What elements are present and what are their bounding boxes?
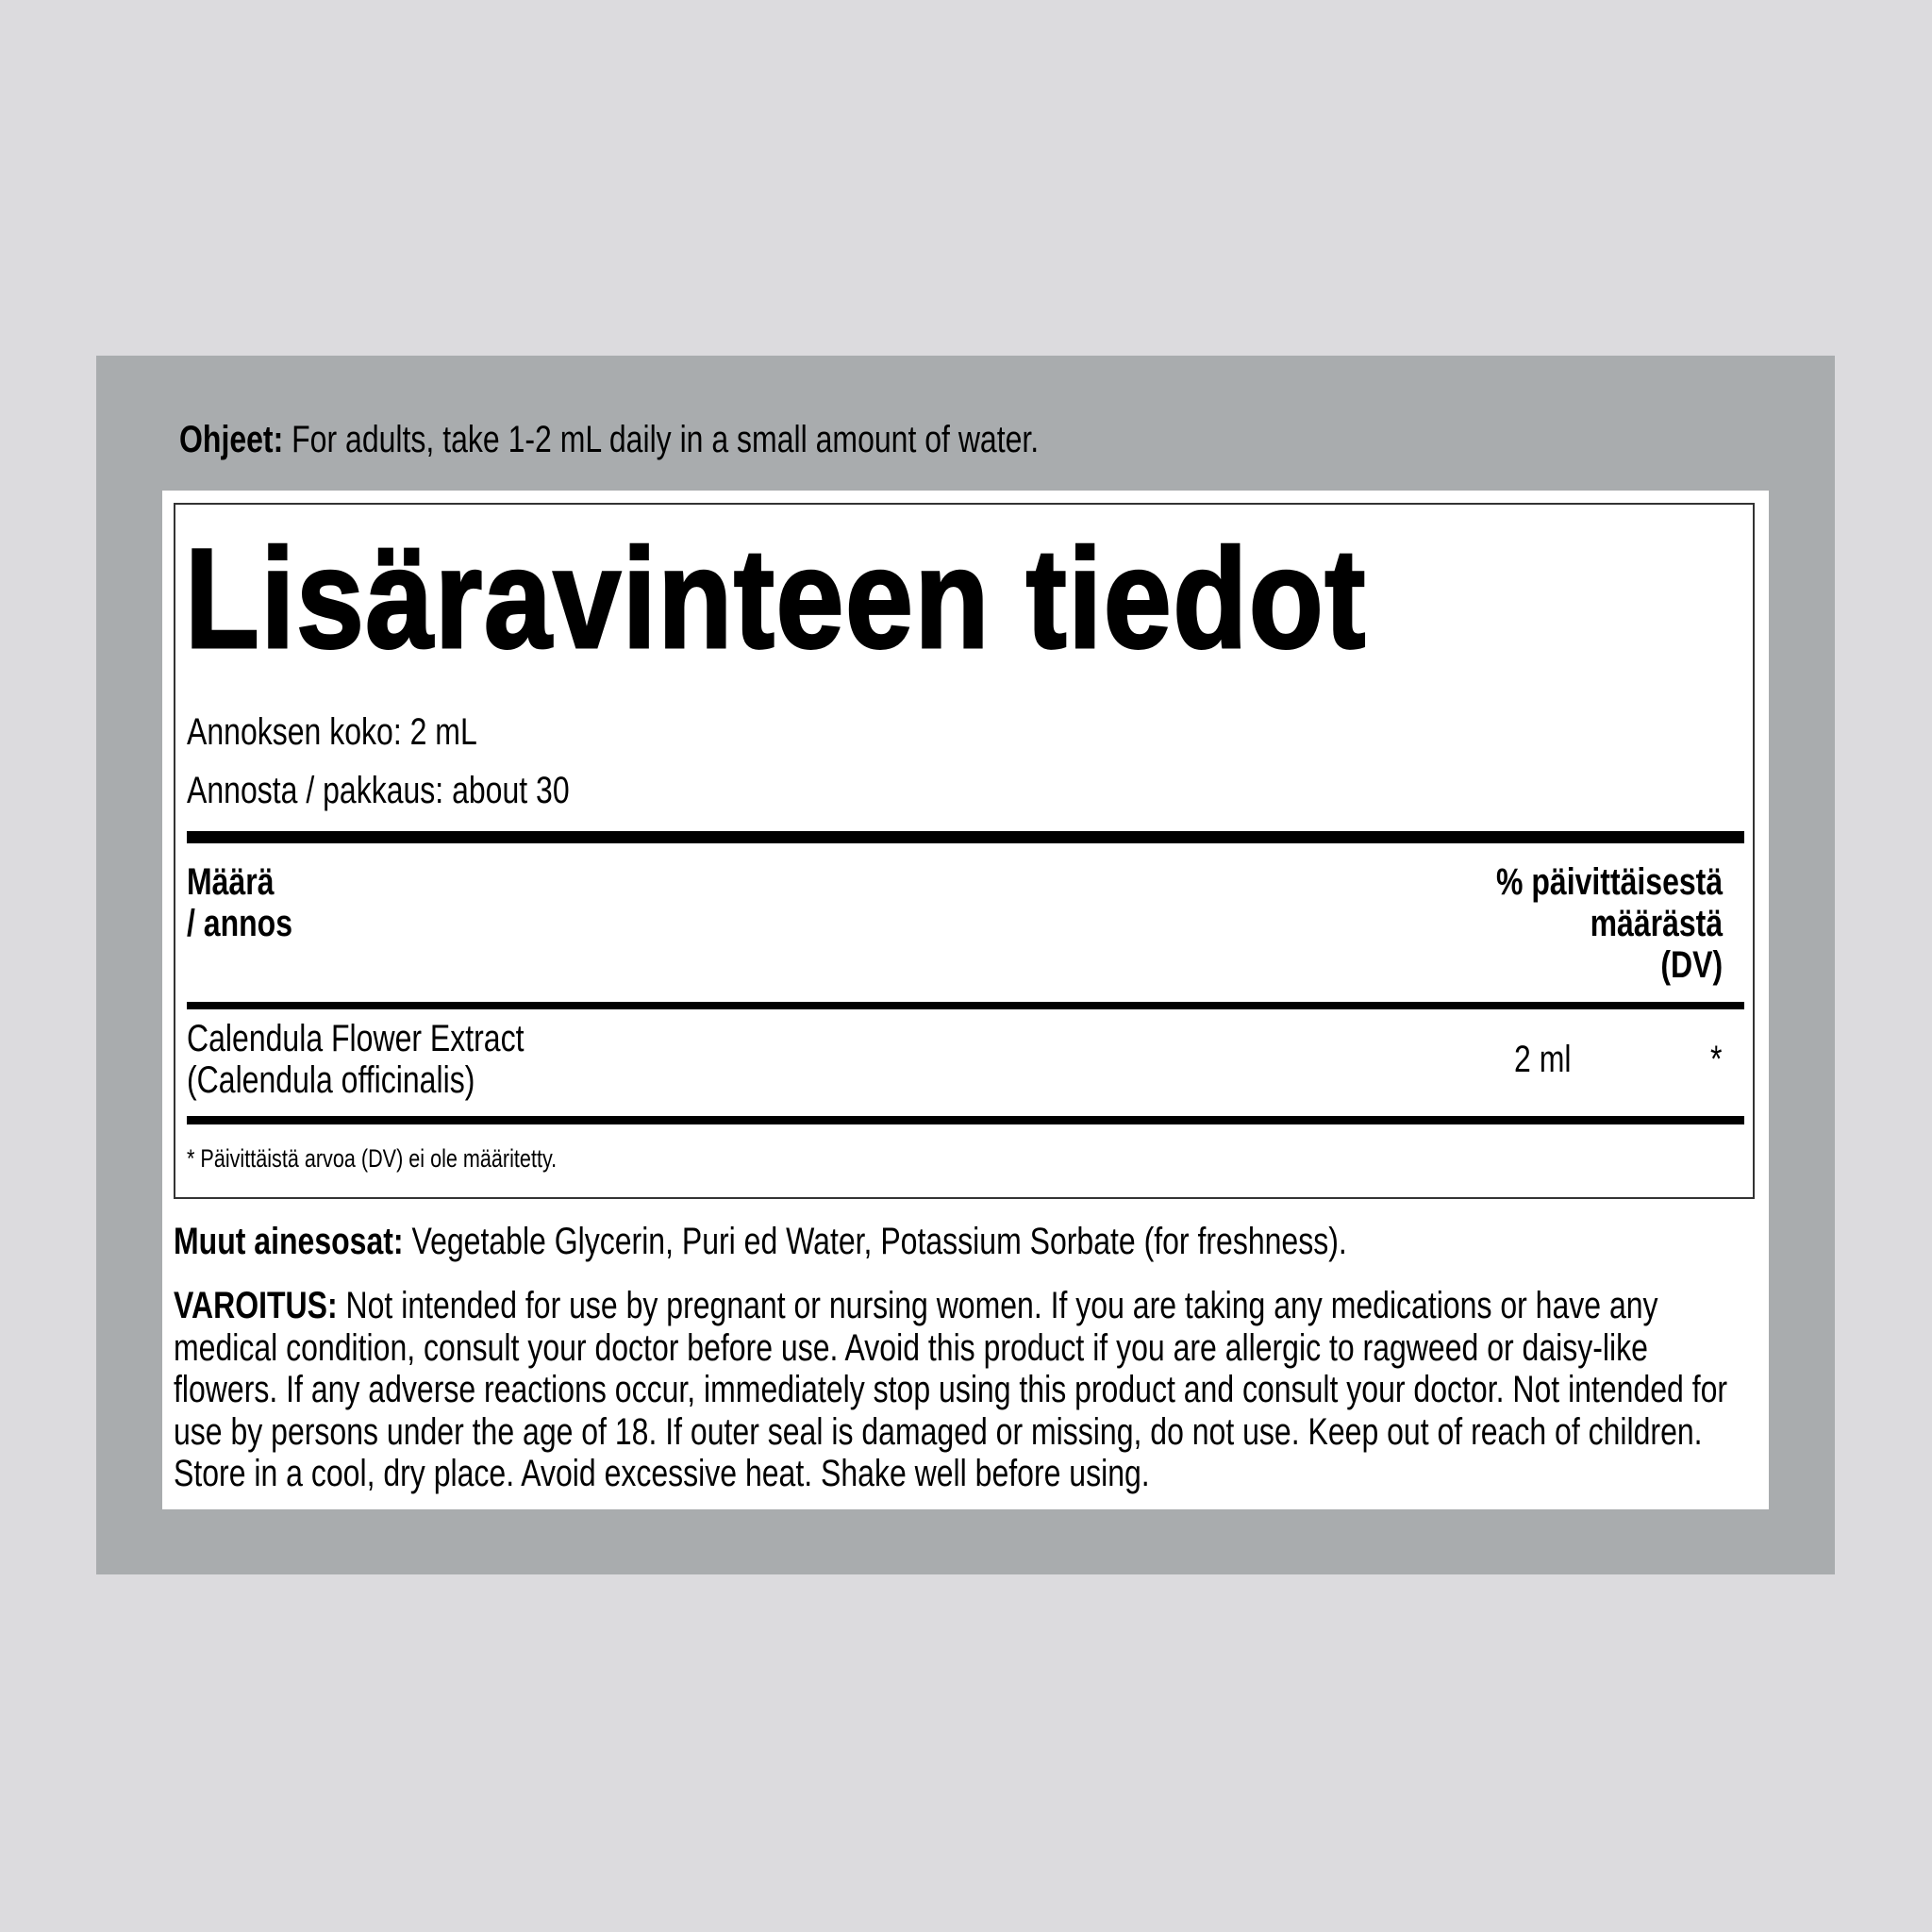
directions bbox=[179, 419, 1039, 460]
header-dv-line: (DV) bbox=[1660, 944, 1723, 986]
header-dv-line: määrästä bbox=[1590, 903, 1723, 944]
ingredient-common-name: Calendula Flower Extract bbox=[187, 1018, 525, 1059]
footnote: * Päivittäistä arvoa (DV) ei ole määritetty. bbox=[187, 1144, 558, 1173]
divider bbox=[187, 1116, 1744, 1124]
header-amount-line: / annos bbox=[187, 903, 293, 944]
ingredient-amount: 2 ml bbox=[1514, 1039, 1572, 1080]
header-amount-line: Määrä bbox=[187, 861, 275, 903]
other-ingredients bbox=[174, 1221, 1347, 1262]
divider bbox=[187, 1002, 1744, 1009]
other-ingredients-label: Muut ainesosat: bbox=[174, 1221, 404, 1262]
header-dv-line: % päivittäisestä bbox=[1495, 861, 1723, 903]
warning-text: Not intended for use by pregnant or nursing women. If you are taking any medications or have any medical condition, consult your doctor before use. Avoid this product if you are allergic to ragweed or daisy-like flowers. If any adverse reactions occur, immediately stop using this product and consult your doctor. Not intended for use by persons under the age of 18. If outer seal is damaged or missing, do not use. Keep out of reach of children. Store in a cool, dry place. Avoid excessive heat. Shake well before using. bbox=[174, 1285, 1728, 1494]
header-dv bbox=[1496, 861, 1723, 986]
directions-text: For adults, take 1-2 mL daily in a small amount of water. bbox=[291, 419, 1040, 460]
header-amount bbox=[187, 861, 292, 944]
other-ingredients-text: Vegetable Glycerin, Puri ed Water, Potassium Sorbate (for freshness). bbox=[411, 1221, 1347, 1262]
warning bbox=[174, 1285, 1728, 1495]
ingredient-name bbox=[187, 1018, 524, 1101]
warning-label: VAROITUS: bbox=[174, 1285, 338, 1326]
ingredient-latin-name: (Calendula officinalis) bbox=[187, 1059, 475, 1101]
directions-label: Ohjeet: bbox=[179, 419, 284, 460]
thick-divider bbox=[187, 831, 1744, 843]
serving-size: Annoksen koko: 2 mL bbox=[187, 711, 477, 753]
facts-title: Lisäravinteen tiedot bbox=[185, 519, 1368, 677]
servings-per-container: Annosta / pakkaus: about 30 bbox=[187, 770, 570, 811]
ingredient-dv: * bbox=[1710, 1039, 1723, 1080]
